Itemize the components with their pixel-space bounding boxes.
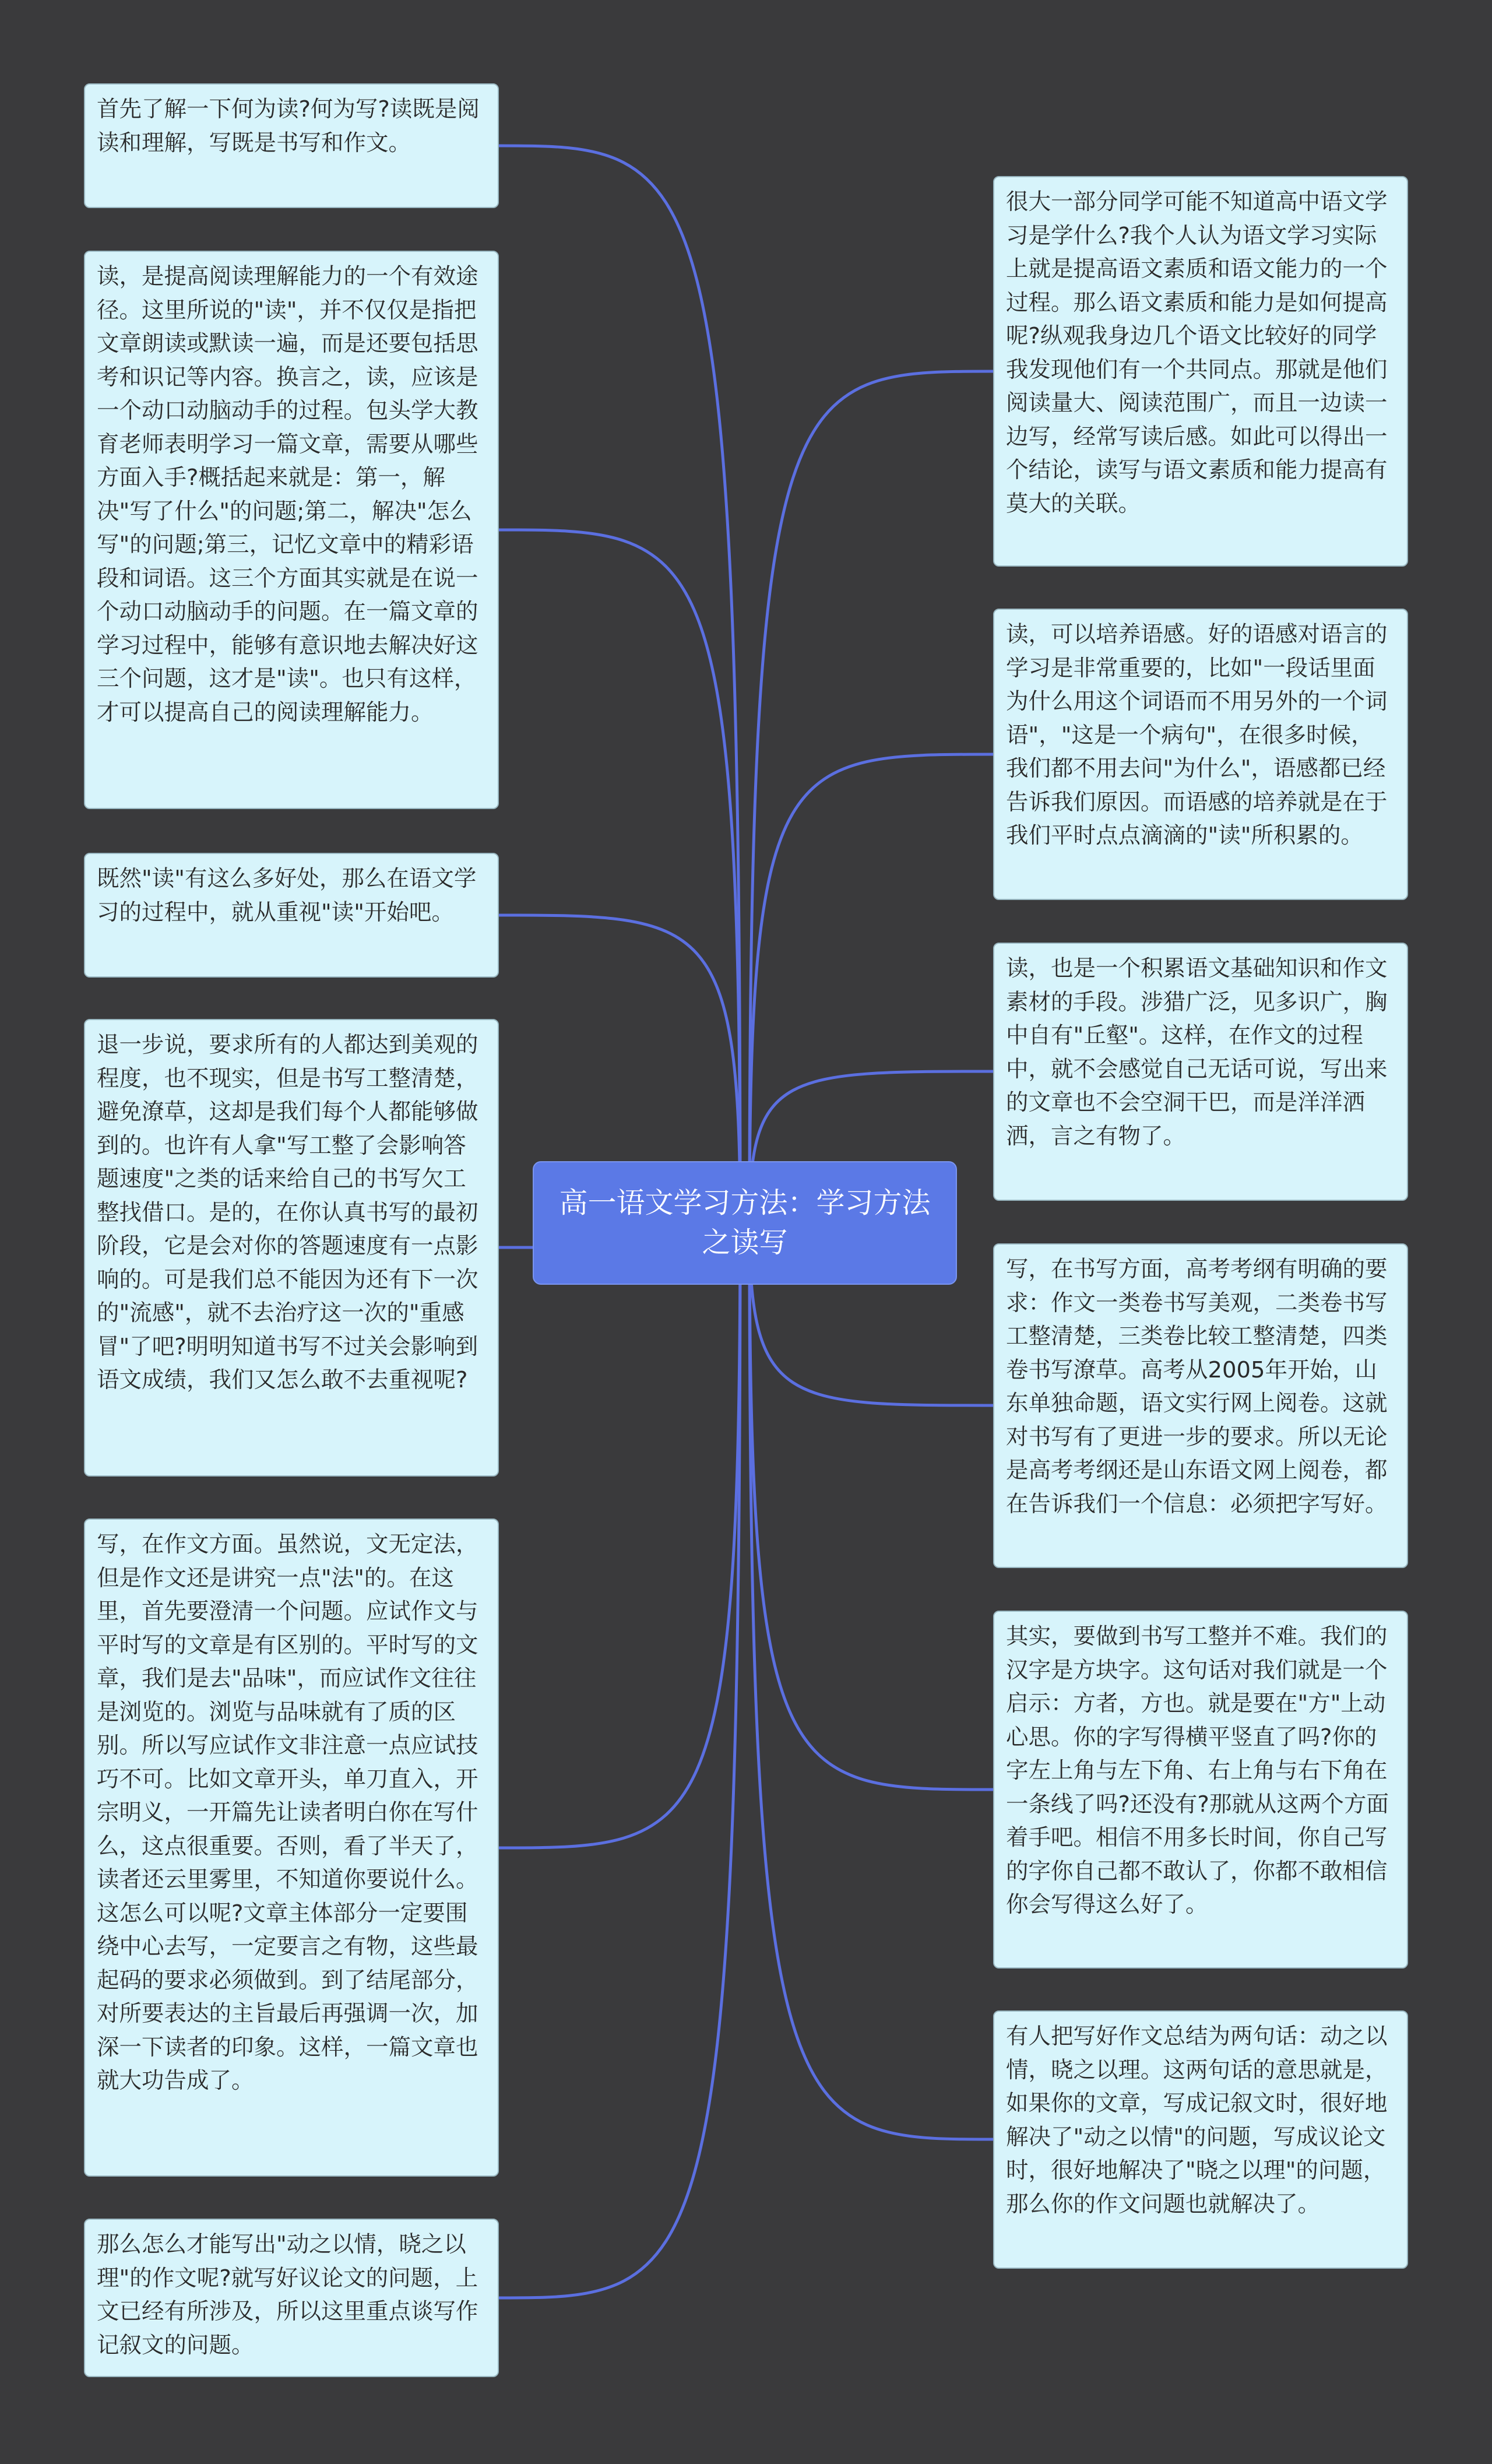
right-node-1: 很大一部分同学可能不知道高中语文学习是学什么?我个人认为语文学习实际上就是提高语文素质和语文能力的一个过程。那么语文素质和能力是如何提高呢?纵观我身边几个语文比较好的同学我发现他们有一个共同点。那就是他们阅读量大、阅读范围广，而且一边读一边写，经常写读后感。如此可以得出一个结论，读写与语文素质和能力提高有莫大的关联。 (993, 176, 1408, 567)
connector-right-6 (749, 1223, 993, 2139)
connector-left-2 (499, 530, 740, 1223)
connector-right-5 (749, 1223, 993, 1790)
connector-left-1 (499, 146, 740, 1223)
right-node-4: 写，在书写方面，高考考纲有明确的要求：作文一类卷书写美观，二类卷书写工整清楚，三类卷比较工整清楚，四类卷书写潦草。高考从2005年开始，山东单独命题，语文实行网上阅卷。这就对书写有了更进一步的要求。所以无论是高考考纲还是山东语文网上阅卷，都在告诉我们一个信息：必须把字写好。 (993, 1243, 1408, 1568)
left-node-1: 首先了解一下何为读?何为写?读既是阅读和理解，写既是书写和作文。 (84, 83, 499, 208)
central-topic-label: 高一语文学习方法：学习方法之读写 (559, 1186, 931, 1259)
connector-right-2 (749, 754, 993, 1223)
right-node-3: 读，也是一个积累语文基础知识和作文素材的手段。涉猎广泛，见多识广，胸中自有"丘壑"。这样，在作文的过程中，就不会感觉自己无话可说，写出来的文章也不会空洞干巴，而是洋洋洒洒，言之有物了。 (993, 943, 1408, 1201)
central-topic (533, 1161, 957, 1285)
connector-left-5 (499, 1223, 740, 1848)
left-node-5: 写，在作文方面。虽然说，文无定法，但是作文还是讲究一点"法"的。在这里，首先要澄清一个问题。应试作文与平时写的文章是有区别的。平时写的文章，我们是去"品味"，而应试作文往往是浏览的。浏览与品味就有了质的区别。所以写应试作文非注意一点应试技巧不可。比如文章开头，单刀直入，开宗明义，一开篇先让读者明白你在写什么，这点很重要。否则，看了半天了，读者还云里雾里，不知道你要说什么。这怎么可以呢?文章主体部分一定要围绕中心去写，一定要言之有物，这些最起码的要求必须做到。到了结尾部分，对所要表达的主旨最后再强调一次，加深一下读者的印象。这样，一篇文章也就大功告成了。 (84, 1519, 499, 2177)
left-node-2: 读，是提高阅读理解能力的一个有效途径。这里所说的"读"，并不仅仅是指把文章朗读或默读一遍，而是还要包括思考和识记等内容。换言之，读，应该是一个动口动脑动手的过程。包头学大教育老师表明学习一篇文章，需要从哪些方面入手?概括起来就是：第一，解决"写了什么"的问题;第二，解决"怎么写"的问题;第三，记忆文章中的精彩语段和词语。这三个方面其实就是在说一个动口动脑动手的问题。在一篇文章的学习过程中，能够有意识地去解决好这三个问题，这才是"读"。也只有这样，才可以提高自己的阅读理解能力。 (84, 251, 499, 809)
left-node-4: 退一步说，要求所有的人都达到美观的程度，也不现实，但是书写工整清楚，避免潦草，这却是我们每个人都能够做到的。也许有人拿"写工整了会影响答题速度"之类的话来给自己的书写欠工整找借口。是的，在你认真书写的最初阶段，它是会对你的答题速度有一点影响的。可是我们总不能因为还有下一次的"流感"，就不去治疗这一次的"重感冒"了吧?明明知道书写不过关会影响到语文成绩，我们又怎么敢不去重视呢? (84, 1019, 499, 1477)
left-node-3: 既然"读"有这么多好处，那么在语文学习的过程中，就从重视"读"开始吧。 (84, 853, 499, 978)
right-node-6: 有人把写好作文总结为两句话：动之以情，晓之以理。这两句话的意思就是，如果你的文章，写成记叙文时，很好地解决了"动之以情"的问题，写成议论文时，很好地解决了"晓之以理"的问题，那么你的作文问题也就解决了。 (993, 2010, 1408, 2269)
left-node-6: 那么怎么才能写出"动之以情，晓之以理"的作文呢?就写好议论文的问题，上文已经有所涉及，所以这里重点谈写作记叙文的问题。 (84, 2219, 499, 2377)
right-node-5: 其实，要做到书写工整并不难。我们的汉字是方块字。这句话对我们就是一个启示：方者，方也。就是要在"方"上动心思。你的字写得横平竖直了吗?你的字左上角与左下角、右上角与右下角在一条线了吗?还没有?那就从这两个方面着手吧。相信不用多长时间，你自己写的字你自己都不敢认了，你都不敢相信你会写得这么好了。 (993, 1611, 1408, 1969)
right-node-2: 读，可以培养语感。好的语感对语言的学习是非常重要的，比如"一段话里面为什么用这个词语而不用另外的一个词语"，"这是一个病句"，在很多时候，我们都不用去问"为什么"，语感都已经告诉我们原因。而语感的培养就是在于我们平时点点滴滴的"读"所积累的。 (993, 609, 1408, 900)
connector-left-6 (499, 1223, 740, 2298)
